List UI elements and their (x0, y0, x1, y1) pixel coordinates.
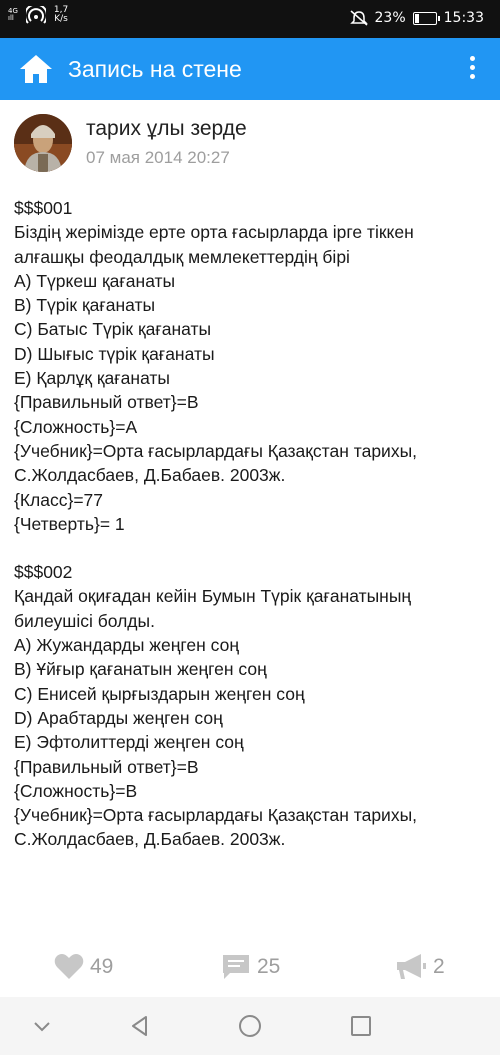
question-text: Қандай оқиғадан кейін Бумын Түрік қағанатының билеушісі болды. (14, 586, 412, 631)
status-right (350, 10, 484, 26)
answer-option: E) Қарлұқ қағанаты (14, 368, 171, 389)
battery-icon (413, 12, 437, 25)
page-title: Запись на стене (68, 56, 242, 82)
signal-bars: ıll (8, 14, 14, 22)
network-type: 4G (8, 7, 18, 15)
recents-icon[interactable] (349, 1014, 373, 1038)
heart-icon (54, 953, 84, 980)
chevron-down-icon[interactable] (30, 1014, 54, 1038)
more-vert-icon[interactable] (460, 53, 484, 85)
answer-option: B) Ұйғыр қағанатын жеңген соң (14, 659, 267, 680)
question-id: $$$002 (14, 562, 73, 583)
paragraph-gap (14, 536, 488, 560)
difficulty: {Сложность}=A (14, 416, 138, 437)
clock: 15:33 (443, 10, 484, 26)
question-text: Біздің жерімізде ерте орта ғасырларда ірге тіккен алғашқы феодалдық мемлекеттердің бірі (14, 222, 414, 267)
hotspot-icon (26, 6, 46, 24)
status-left (8, 6, 68, 24)
navigation-bar (0, 997, 500, 1055)
back-icon[interactable] (128, 1014, 152, 1038)
comment-count: 25 (257, 955, 281, 978)
mute-icon (350, 10, 368, 26)
answer-option: C) Енисей қырғыздарын жеңген соң (14, 683, 305, 704)
post-actions (0, 935, 500, 997)
content-fade (0, 905, 500, 935)
avatar-image (14, 114, 72, 172)
home-icon (18, 52, 54, 86)
post-body (14, 196, 488, 852)
post-author[interactable]: тарих ұлы зерде (86, 117, 247, 140)
battery-fill (415, 14, 419, 23)
speed-value: 1,7 (53, 5, 69, 15)
post-date: 07 мая 2014 20:27 (86, 148, 230, 167)
home-button[interactable] (18, 52, 54, 86)
like-count: 49 (90, 954, 114, 978)
quarter: {Четверть}= 1 (14, 513, 125, 534)
answer-option: D) Арабтарды жеңген соң (14, 707, 223, 728)
answer-option: A) Жужандарды жеңген соң (14, 635, 240, 656)
correct-answer: {Правильный ответ}=B (14, 392, 199, 413)
megaphone-icon (395, 953, 427, 981)
speed-unit: K/s (54, 14, 68, 24)
answer-option: E) Эфтолиттерді жеңген соң (14, 732, 244, 753)
repost-count: 2 (433, 955, 445, 978)
answer-option: B) Түрік қағанаты (14, 295, 156, 316)
class-level: {Класс}=77 (14, 489, 104, 510)
network-speed (54, 6, 68, 24)
answer-option: D) Шығыс түрік қағанаты (14, 343, 215, 364)
textbook: {Учебник}=Орта ғасырлардағы Қазақстан тарихы, С.Жолдасбаев, Д.Бабаев. 2003ж. (14, 440, 418, 486)
correct-answer: {Правильный ответ}=B (14, 756, 199, 777)
app-bar (0, 38, 500, 100)
textbook: {Учебник}=Орта ғасырлардағы Қазақстан тарихы, С.Жолдасбаев, Д.Бабаев. 2003ж. (14, 805, 418, 850)
question-id: $$$001 (14, 198, 73, 218)
repost-button[interactable] (395, 953, 445, 981)
answer-option: C) Батыс Түрік қағанаты (14, 319, 212, 340)
signal-icon (8, 8, 18, 22)
status-bar (0, 0, 500, 38)
comment-button[interactable] (221, 953, 280, 981)
like-button[interactable] (54, 953, 113, 980)
answer-option: A) Түркеш қағанаты (14, 270, 176, 291)
difficulty: {Сложность}=B (14, 780, 138, 801)
avatar[interactable] (14, 114, 72, 172)
home-circle-icon[interactable] (238, 1014, 262, 1038)
battery-percent: 23% (374, 10, 406, 26)
comment-icon (221, 953, 251, 981)
